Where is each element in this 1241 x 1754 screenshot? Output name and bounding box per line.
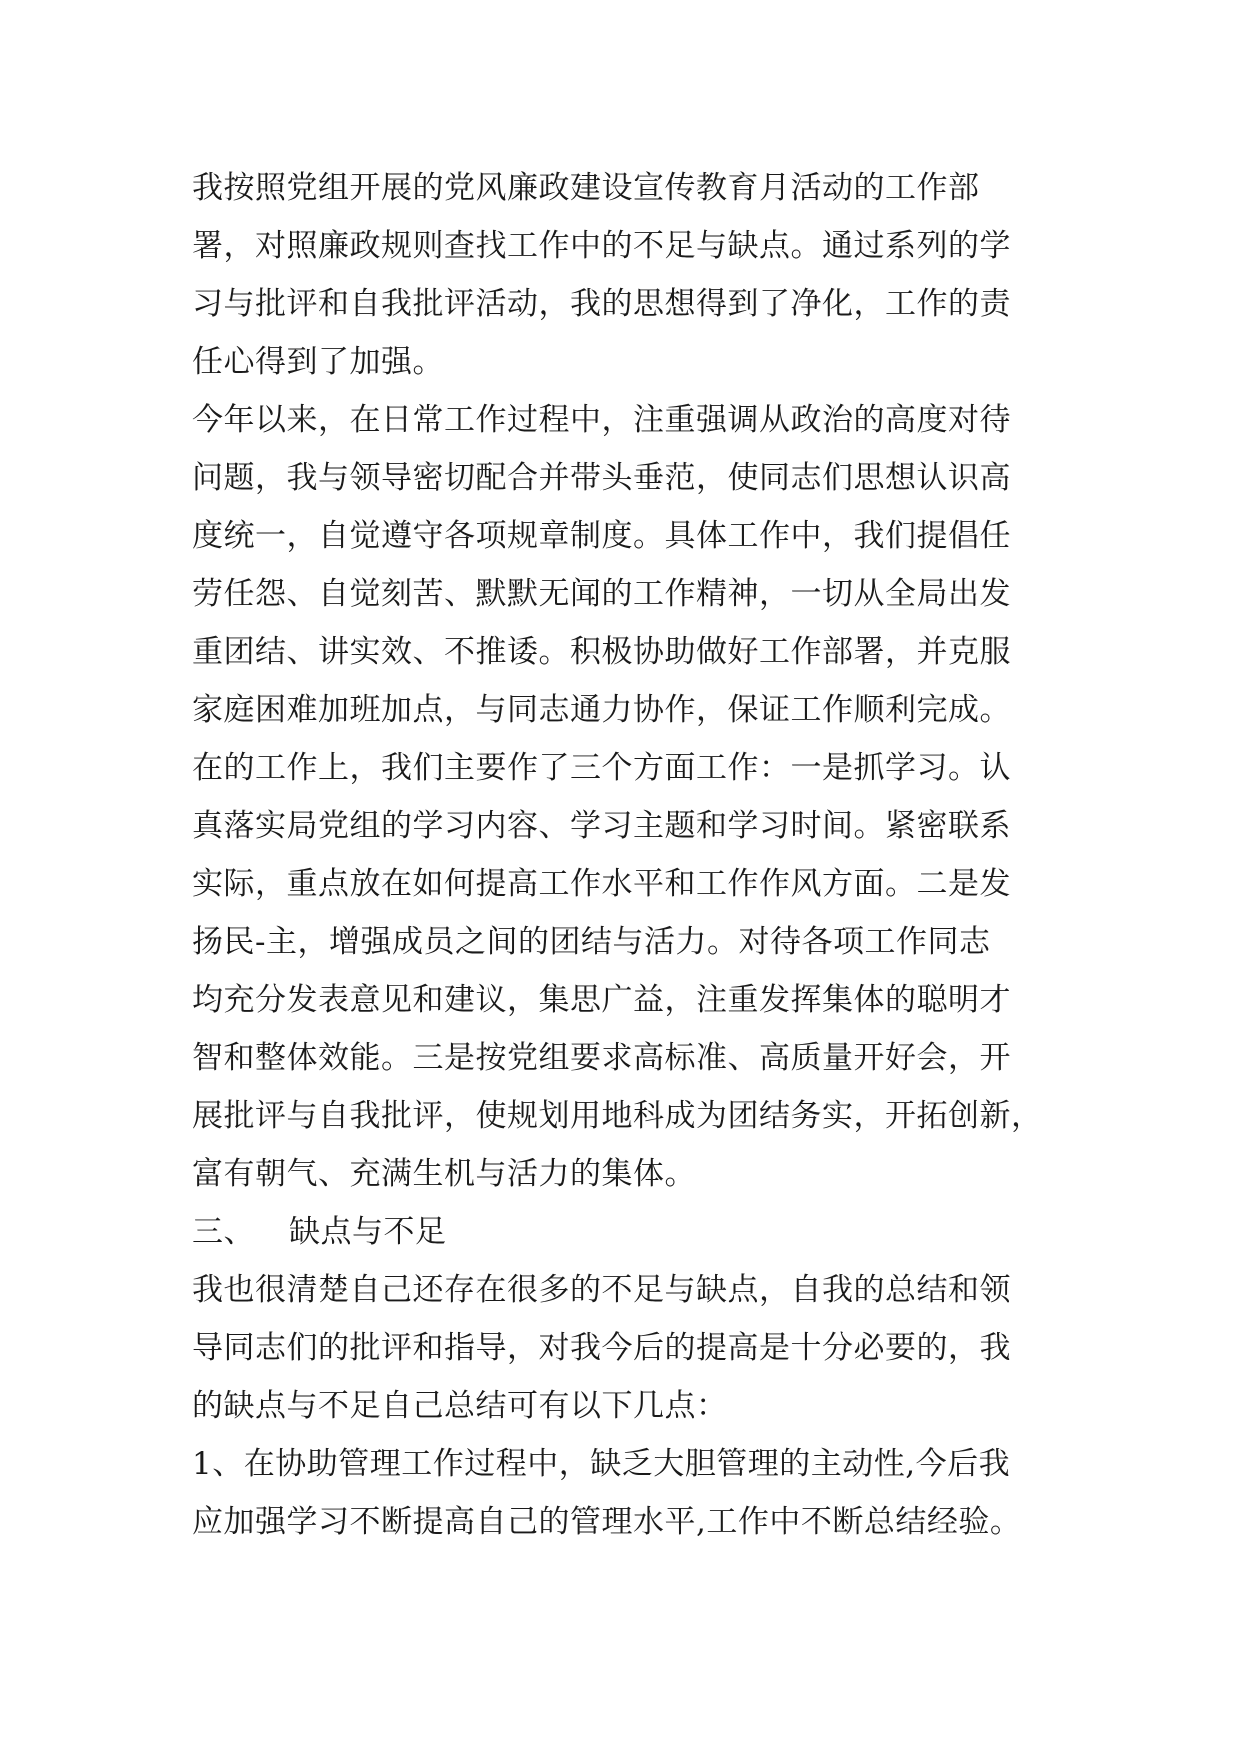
text-line: 我按照党组开展的党风廉政建设宣传教育月活动的工作部 (192, 170, 980, 206)
section-heading (192, 1212, 1072, 1252)
text-line: 的缺点与不足自己总结可有以下几点： (192, 1388, 728, 1424)
text-line: 均充分发表意见和建议，集思广益，注重发挥集体的聪明才 (192, 982, 1011, 1018)
text-line: 实际，重点放在如何提高工作水平和工作作风方面。二是发 (192, 866, 1011, 902)
text-line: 劳任怨、自觉刻苦、默默无闻的工作精神，一切从全局出发 (192, 576, 1011, 612)
text-line: 署，对照廉政规则查找工作中的不足与缺点。通过系列的学 (192, 228, 1011, 264)
text-line: 展批评与自我批评，使规划用地科成为团结务实，开拓创新， (192, 1098, 1043, 1134)
text-line: 富有朝气、充满生机与活力的集体。 (192, 1156, 696, 1192)
text-line: 1、在协助管理工作过程中，缺乏大胆管理的主动性,今后我 (192, 1446, 1011, 1482)
text-line: 在的工作上，我们主要作了三个方面工作：一是抓学习。认 (192, 750, 1011, 786)
text-line: 度统一，自觉遵守各项规章制度。具体工作中，我们提倡任 (192, 518, 1011, 554)
text-line: 重团结、讲实效、不推诿。积极协助做好工作部署，并克服 (192, 634, 1011, 670)
text-line: 扬民-主，增强成员之间的团结与活力。对待各项工作同志 (192, 924, 991, 960)
text-line: 习与批评和自我批评活动，我的思想得到了净化，工作的责 (192, 286, 1011, 322)
text-line: 家庭困难加班加点，与同志通力协作，保证工作顺利完成。 (192, 692, 1011, 728)
text-line: 任心得到了加强。 (192, 344, 444, 380)
text-line: 我也很清楚自己还存在很多的不足与缺点，自我的总结和领 (192, 1272, 1011, 1308)
text-line: 导同志们的批评和指导，对我今后的提高是十分必要的，我 (192, 1330, 1011, 1366)
section-title: 缺点与不足 (289, 1214, 447, 1250)
text-line: 今年以来，在日常工作过程中，注重强调从政治的高度对待 (192, 402, 1011, 438)
text-line: 智和整体效能。三是按党组要求高标准、高质量开好会，开 (192, 1040, 1011, 1076)
text-line: 应加强学习不断提高自己的管理水平,工作中不断总结经验。 (192, 1504, 1022, 1540)
section-number: 三、 (192, 1214, 255, 1250)
text-line: 问题，我与领导密切配合并带头垂范，使同志们思想认识高 (192, 460, 1011, 496)
text-line: 真落实局党组的学习内容、学习主题和学习时间。紧密联系 (192, 808, 1011, 844)
